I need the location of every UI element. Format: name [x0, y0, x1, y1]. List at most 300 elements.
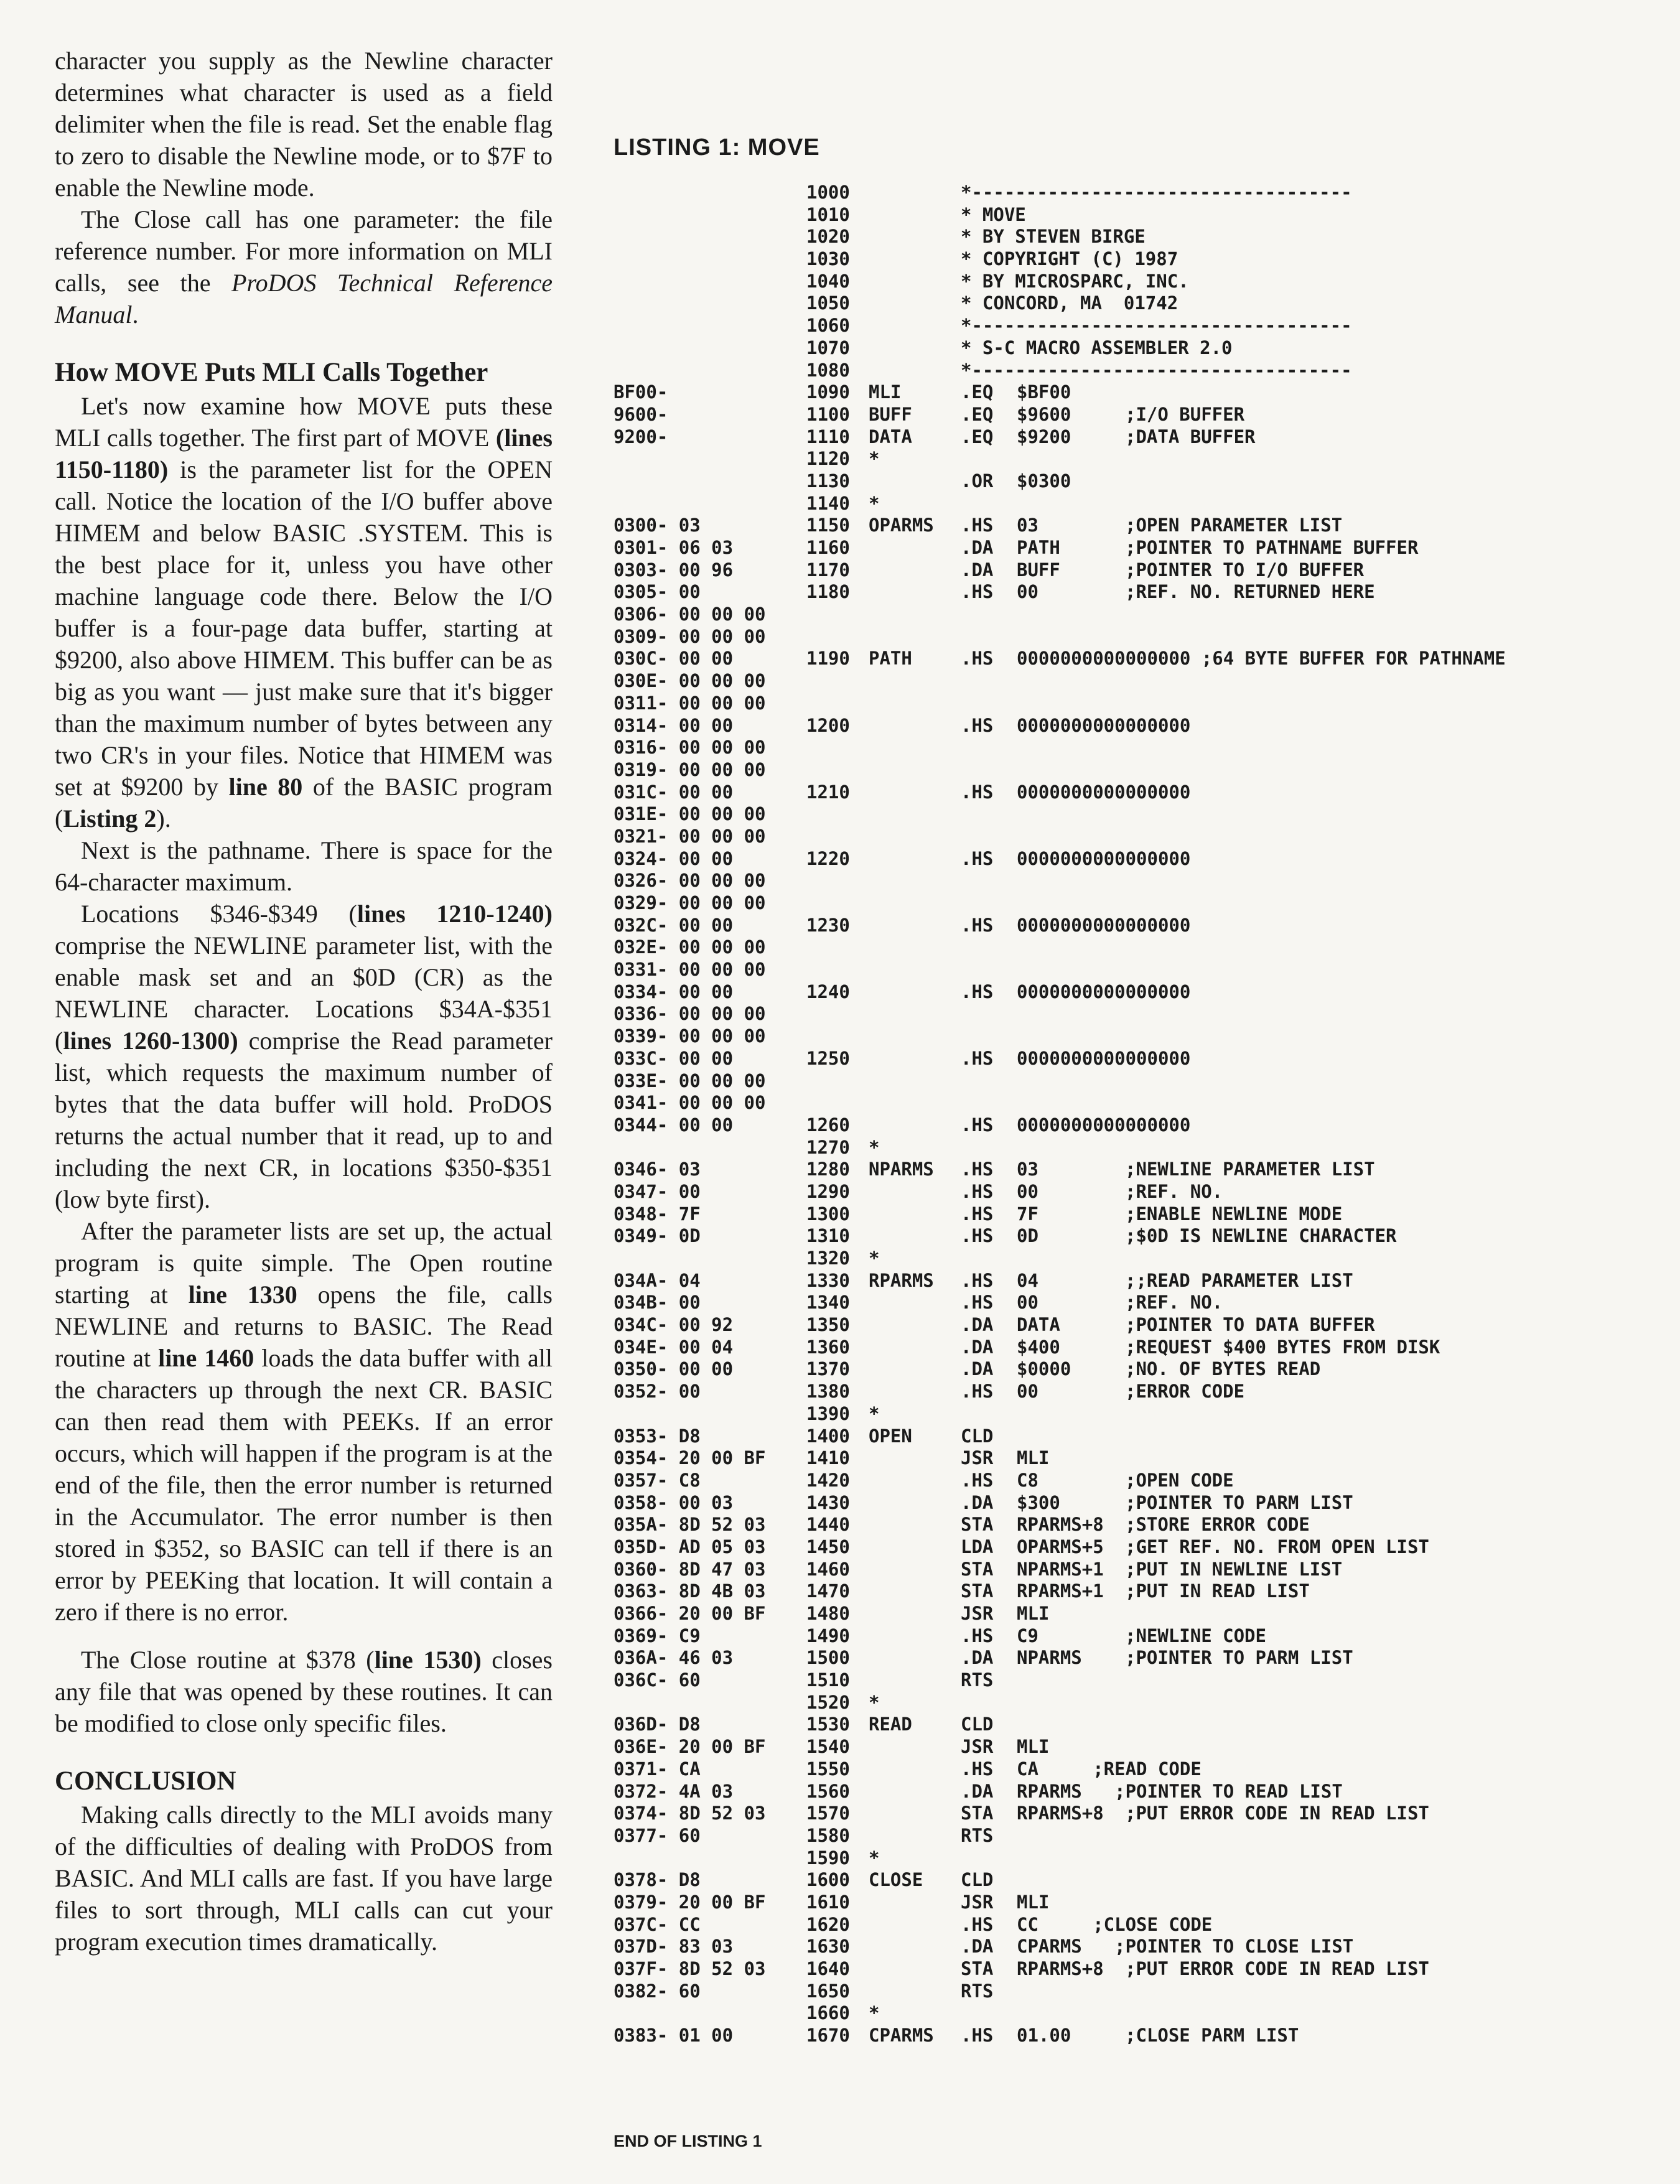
listing-comment: ;POINTER TO DATA BUFFER: [1125, 1314, 1375, 1336]
listing-opcode: .HS: [961, 581, 994, 603]
listing-row: [614, 1847, 1634, 1870]
listing-opcode: JSR: [961, 1447, 994, 1469]
listing-address: 033C- 00 00: [614, 1047, 734, 1069]
listing-line-number: 1410: [806, 1447, 850, 1469]
after-text-a: After the parameter lists are set up, the actual program is quite simple. The Open routine starting at: [55, 1217, 553, 1309]
listing-address: 0353- D8: [614, 1425, 701, 1447]
listing-operand: RPARMS+1: [1017, 1580, 1104, 1602]
listing-opcode: STA: [961, 1558, 994, 1580]
listing-line-number: 1540: [806, 1736, 850, 1758]
closer-text-a: The Close routine at $378 (: [81, 1646, 375, 1674]
listing-address: 032C- 00 00: [614, 914, 734, 936]
listing-address: 034E- 00 04: [614, 1336, 734, 1358]
listing-address: 0374- 8D 52 03: [614, 1803, 766, 1824]
listing-line-number: 1520: [806, 1691, 850, 1713]
listing-opcode: .DA: [961, 1336, 994, 1358]
listing-opcode: .HS: [961, 1180, 994, 1202]
after-bold-1460: line 1460: [158, 1344, 254, 1372]
listing-line-number: 1470: [806, 1580, 850, 1602]
close-call-text: The Close call has one parameter: the file reference number. For more information on MLI calls, see the: [55, 205, 553, 297]
listing-comment: ;DATA BUFFER: [1125, 426, 1256, 447]
listing-address: 037C- CC: [614, 1913, 701, 1935]
listing-line-number: 1040: [806, 270, 850, 292]
listing-row: [614, 1958, 1634, 1981]
listing-operand: CA ;READ CODE: [1017, 1758, 1202, 1780]
listing-address: 0326- 00 00 00: [614, 870, 766, 892]
listing-address: BF00-: [614, 381, 668, 403]
listing-address: 0357- C8: [614, 1469, 701, 1491]
listing-address: 0344- 00 00: [614, 1114, 734, 1136]
listing-row: [614, 1426, 1634, 1448]
listing-row: [614, 1048, 1634, 1070]
listing-address: 0319- 00 00 00: [614, 758, 766, 780]
listing-line-number: 1590: [806, 1847, 850, 1869]
listing-row: [614, 1403, 1634, 1426]
listing-label: OPEN: [869, 1425, 912, 1447]
listing-comment: ;ERROR CODE: [1125, 1381, 1245, 1402]
listing-row: [614, 1625, 1634, 1648]
listing-operand: 0000000000000000 ;64 BYTE BUFFER FOR PATHNAME: [1017, 648, 1506, 670]
listing-address: 0301- 06 03: [614, 537, 734, 558]
listing-line-number: 1620: [806, 1913, 850, 1935]
listing-comment: ;I/O BUFFER: [1125, 403, 1245, 425]
listing-operand: 04: [1017, 1269, 1038, 1291]
listing-row: [614, 1025, 1634, 1048]
listing-comment: ;POINTER TO PARM LIST: [1125, 1491, 1353, 1513]
listing-line-number: 1600: [806, 1869, 850, 1891]
listing-comment: ;PUT IN READ LIST: [1125, 1580, 1310, 1602]
listing-line-number: 1560: [806, 1780, 850, 1802]
listing-line-number: 1510: [806, 1669, 850, 1691]
listing-row: [614, 870, 1634, 892]
listing-opcode: .HS: [961, 781, 994, 803]
listing-opcode: * BY MICROSPARC, INC.: [961, 270, 1189, 292]
listing-label: OPARMS: [869, 515, 934, 536]
listing-row: [614, 1669, 1634, 1692]
listing-opcode: .HS: [961, 1625, 994, 1646]
listing-comment: ;REQUEST $400 BYTES FROM DISK: [1125, 1336, 1440, 1358]
listing-opcode: .HS: [961, 1381, 994, 1402]
listing-row: [614, 182, 1634, 204]
listing-row: [614, 448, 1634, 470]
listing-operand: C9: [1017, 1625, 1038, 1646]
listing-line-number: 1380: [806, 1381, 850, 1402]
listing-address: 0334- 00 00: [614, 981, 734, 1002]
listing-row: [614, 1714, 1634, 1736]
listing-operand: RPARMS+8: [1017, 1958, 1104, 1979]
listing-operand: $0300: [1017, 470, 1071, 492]
listing-opcode: JSR: [961, 1603, 994, 1624]
listing-address: 0341- 00 00 00: [614, 1092, 766, 1114]
listing-address: 0346- 03: [614, 1159, 701, 1180]
listing-row: [614, 1203, 1634, 1226]
listing-opcode: STA: [961, 1803, 994, 1824]
paragraph-newline-intro: character you supply as the Newline character determines what character is used as a field delimiter when the file is read. Set the enable flag to zero to disable the Newline mode, or to $7F to enable the Newline mode.: [55, 47, 553, 202]
listing-operand: C8: [1017, 1469, 1038, 1491]
listing-row: [614, 715, 1634, 737]
listing-address: 0371- CA: [614, 1758, 701, 1780]
listing-row: [614, 2025, 1634, 2047]
listing-label: *: [869, 1691, 880, 1713]
listing-line-number: 1420: [806, 1469, 850, 1491]
listing-comment: ;PUT IN NEWLINE LIST: [1125, 1558, 1343, 1580]
listing-row: [614, 1292, 1634, 1314]
listing-title: LISTING 1: MOVE: [614, 134, 820, 161]
listing-line-number: 1340: [806, 1292, 850, 1314]
listing-address: 0350- 00 00: [614, 1358, 734, 1380]
listing-row: [614, 1981, 1634, 2003]
listing-row: [614, 292, 1634, 315]
listing-operand: 01.00: [1017, 2025, 1071, 2046]
listing-opcode: .HS: [961, 981, 994, 1002]
listing-line-number: 1610: [806, 1891, 850, 1913]
listing-row: [614, 1914, 1634, 1936]
listing-opcode: .HS: [961, 1469, 994, 1491]
paragraph-close-routine: [55, 1644, 553, 1739]
listing-address: 0316- 00 00 00: [614, 737, 766, 758]
listing-opcode: STA: [961, 1958, 994, 1979]
loc-text-b: comprise the NEWLINE parameter list, with the enable mask set and an $0D (CR) as the NEWLINE character. Locations $34A-$351 (: [55, 931, 553, 1055]
listing-comment: ;NEWLINE PARAMETER LIST: [1125, 1159, 1375, 1180]
listing-address: 036D- D8: [614, 1714, 701, 1735]
listing-row: [614, 1270, 1634, 1292]
listing-row: [614, 426, 1634, 449]
listing-opcode: *-----------------------------------: [961, 182, 1352, 203]
listing-line-number: 1460: [806, 1558, 850, 1580]
listing-address: 034A- 04: [614, 1269, 701, 1291]
listing-operand: 0000000000000000: [1017, 847, 1191, 869]
listing-line-number: 1110: [806, 426, 850, 447]
listing-line-number: 1180: [806, 581, 850, 603]
listing-opcode: *-----------------------------------: [961, 315, 1352, 337]
listing-address: 0309- 00 00 00: [614, 625, 766, 647]
listing-row: [614, 1781, 1634, 1803]
listing-line-number: 1440: [806, 1514, 850, 1536]
listing-address: 9200-: [614, 426, 668, 447]
listing-label: *: [869, 2002, 880, 2024]
listing-operand: $400: [1017, 1336, 1060, 1358]
listing-row: [614, 559, 1634, 582]
loc-bold-lines-2: lines 1260-1300): [63, 1027, 238, 1055]
listing-row: [614, 915, 1634, 937]
loc-text-a: Locations $346-$349 (: [81, 900, 357, 928]
listing-line-number: 1500: [806, 1647, 850, 1669]
listing-address: 0378- D8: [614, 1869, 701, 1891]
listing-operand: 0000000000000000: [1017, 781, 1191, 803]
listing-label: *: [869, 1136, 880, 1158]
listing-line-number: 1010: [806, 203, 850, 225]
listing-opcode: .HS: [961, 1203, 994, 1225]
listing-address: 036A- 46 03: [614, 1647, 734, 1669]
listing-row: [614, 803, 1634, 826]
listing-row: [614, 1092, 1634, 1114]
listing-opcode: .DA: [961, 537, 994, 558]
listing-row: [614, 848, 1634, 870]
listing-operand: NPARMS: [1017, 1647, 1082, 1669]
listing-operand: 03: [1017, 1159, 1038, 1180]
listing-comment: ;$0D IS NEWLINE CHARACTER: [1125, 1225, 1397, 1247]
listing-opcode: .HS: [961, 648, 994, 670]
listing-operand: $9600: [1017, 403, 1071, 425]
listing-operand: 0000000000000000: [1017, 1047, 1191, 1069]
listing-address: 037D- 83 03: [614, 1936, 734, 1958]
listing-label: CLOSE: [869, 1869, 923, 1891]
listing-line-number: 1450: [806, 1536, 850, 1557]
listing-address: 0303- 00 96: [614, 559, 734, 581]
listing-row: [614, 248, 1634, 271]
listing-row: [614, 404, 1634, 426]
listing-line-number: 1390: [806, 1402, 850, 1424]
listing-row: [614, 1003, 1634, 1025]
move-bold-line80: line 80: [228, 773, 303, 801]
listing-line-number: 1280: [806, 1159, 850, 1180]
listing-row: [614, 337, 1634, 360]
listing-operand: 0000000000000000: [1017, 981, 1191, 1002]
listing-line-number: 1190: [806, 648, 850, 670]
listing-line-number: 1070: [806, 337, 850, 358]
close-call-end: .: [132, 301, 139, 329]
listing-address: 0300- 03: [614, 515, 701, 536]
listing-line-number: 1480: [806, 1603, 850, 1624]
listing-opcode: .HS: [961, 1159, 994, 1180]
listing-comment: ;STORE ERROR CODE: [1125, 1514, 1310, 1536]
listing-line-number: 1100: [806, 403, 850, 425]
listing-opcode: * BY STEVEN BIRGE: [961, 226, 1146, 248]
listing-opcode: CLD: [961, 1869, 994, 1891]
move-text-d: ).: [156, 805, 171, 833]
listing-line-number: 1200: [806, 714, 850, 736]
listing-row: [614, 493, 1634, 515]
listing-address: 9600-: [614, 403, 668, 425]
listing-label: RPARMS: [869, 1269, 934, 1291]
listing-line-number: 1400: [806, 1425, 850, 1447]
listing-row: [614, 315, 1634, 337]
listing-address: 0377- 60: [614, 1824, 701, 1846]
listing-line-number: 1640: [806, 1958, 850, 1979]
paragraph-pathname: Next is the pathname. There is space for the 64-character maximum.: [55, 836, 553, 896]
listing-row: [614, 1137, 1634, 1159]
listing-opcode: .EQ: [961, 426, 994, 447]
listing-row: [614, 1892, 1634, 1914]
listing-opcode: .DA: [961, 1314, 994, 1336]
listing-row: [614, 537, 1634, 559]
listing-line-number: 1170: [806, 559, 850, 581]
listing-comment: ;POINTER TO PATHNAME BUFFER: [1125, 537, 1419, 558]
listing-row: [614, 271, 1634, 293]
listing-opcode: .HS: [961, 914, 994, 936]
listing-address: 0321- 00 00 00: [614, 825, 766, 847]
listing-row: [614, 1869, 1634, 1892]
listing-row: [614, 1159, 1634, 1181]
listing-row: [614, 360, 1634, 382]
listing-address: 0366- 20 00 BF: [614, 1603, 766, 1624]
listing-row: [614, 1514, 1634, 1536]
listing-row: [614, 1248, 1634, 1270]
listing-opcode: JSR: [961, 1736, 994, 1758]
listing-address: 0360- 8D 47 03: [614, 1558, 766, 1580]
listing-operand: CPARMS ;POINTER TO CLOSE LIST: [1017, 1936, 1354, 1958]
listing-row: [614, 226, 1634, 248]
listing-comment: ;PUT ERROR CODE IN READ LIST: [1125, 1803, 1429, 1824]
listing-row: [614, 1936, 1634, 1958]
listing-operand: $BF00: [1017, 381, 1071, 403]
paragraph-conclusion: Making calls directly to the MLI avoids many of the difficulties of dealing with ProDOS from BASIC. And MLI calls are fast. If you have large files to sort through, MLI calls can cut your program execution times dramatically.: [55, 1801, 553, 1956]
paragraph-routines: [55, 1215, 553, 1628]
listing-opcode: .HS: [961, 1047, 994, 1069]
listing-row: [614, 581, 1634, 604]
listing-opcode: .HS: [961, 2025, 994, 2046]
listing-opcode: CLD: [961, 1425, 994, 1447]
listing-row: [614, 626, 1634, 648]
listing-opcode: .HS: [961, 1292, 994, 1314]
listing-line-number: 1570: [806, 1803, 850, 1824]
listing-comment: ;REF. NO.: [1125, 1292, 1223, 1314]
listing-operand: CC ;CLOSE CODE: [1017, 1913, 1213, 1935]
listing-row: [614, 1181, 1634, 1203]
listing-address: 0352- 00: [614, 1381, 701, 1402]
listing-address: 0348- 7F: [614, 1203, 701, 1225]
listing-line-number: 1050: [806, 292, 850, 314]
listing-comment: ;ENABLE NEWLINE MODE: [1125, 1203, 1343, 1225]
listing-opcode: .EQ: [961, 381, 994, 403]
listing-opcode: *-----------------------------------: [961, 359, 1352, 381]
listing-operand: BUFF: [1017, 559, 1060, 581]
listing-row: [614, 782, 1634, 804]
listing-address: 032E- 00 00 00: [614, 936, 766, 958]
listing-row: [614, 381, 1634, 404]
listing-line-number: 1430: [806, 1491, 850, 1513]
listing-opcode: .DA: [961, 1780, 994, 1802]
listing-row: [614, 959, 1634, 981]
listing-label: READ: [869, 1714, 912, 1735]
listing-address: 035A- 8D 52 03: [614, 1514, 766, 1536]
listing-address: 0306- 00 00 00: [614, 604, 766, 625]
listing-row: [614, 470, 1634, 493]
listing-row: [614, 670, 1634, 693]
listing-operand: MLI: [1017, 1736, 1050, 1758]
listing-comment: ;OPEN CODE: [1125, 1469, 1234, 1491]
listing-line-number: 1160: [806, 537, 850, 558]
listing-line-number: 1330: [806, 1269, 850, 1291]
listing-row: [614, 981, 1634, 1004]
listing-row: [614, 826, 1634, 848]
listing-operand: 03: [1017, 515, 1038, 536]
listing-opcode: * COPYRIGHT (C) 1987: [961, 248, 1178, 270]
listing-opcode: * S-C MACRO ASSEMBLER 2.0: [961, 337, 1233, 358]
listing-line-number: 1220: [806, 847, 850, 869]
listing-operand: MLI: [1017, 1891, 1050, 1913]
listing-row: [614, 1825, 1634, 1847]
listing-line-number: 1140: [806, 492, 850, 514]
listing-address: 0369- C9: [614, 1625, 701, 1646]
listing-operand: DATA: [1017, 1314, 1060, 1336]
listing-row: [614, 892, 1634, 915]
listing-line-number: 1250: [806, 1047, 850, 1069]
listing-line-number: 1120: [806, 448, 850, 470]
after-text-c: loads the data buffer with all the characters up through the next CR. BASIC can then read them with PEEKs. If an error occurs, which will happen if the program is at the end of the file, then the error number is returned in the Accumulator. The error number is then stored in $352, so BASIC can tell if there is an error by PEEKing that location. It will contain a zero if there is no error.: [55, 1344, 553, 1626]
listing-opcode: .OR: [961, 470, 994, 492]
listing-address: 037F- 8D 52 03: [614, 1958, 766, 1979]
listing-operand: 0000000000000000: [1017, 914, 1191, 936]
listing-line-number: 1360: [806, 1336, 850, 1358]
listing-row: [614, 515, 1634, 537]
listing-operand: 0000000000000000: [1017, 714, 1191, 736]
listing-operand: 0000000000000000: [1017, 1114, 1191, 1136]
listing-line-number: 1020: [806, 226, 850, 248]
listing-operand: 0D: [1017, 1225, 1038, 1247]
listing-comment: ;PUT ERROR CODE IN READ LIST: [1125, 1958, 1429, 1979]
listing-row: [614, 1314, 1634, 1337]
listing-opcode: JSR: [961, 1891, 994, 1913]
listing-row: [614, 1447, 1634, 1470]
listing-opcode: .DA: [961, 1491, 994, 1513]
end-of-listing: END OF LISTING 1: [614, 2132, 762, 2150]
listing-label: *: [869, 492, 880, 514]
listing-comment: ;GET REF. NO. FROM OPEN LIST: [1125, 1536, 1429, 1557]
listing-opcode: * MOVE: [961, 203, 1026, 225]
listing-comment: ;REF. NO. RETURNED HERE: [1125, 581, 1375, 603]
listing-line-number: 1030: [806, 248, 850, 270]
listing-address: 035D- AD 05 03: [614, 1536, 766, 1557]
listing-line-number: 1670: [806, 2025, 850, 2046]
move-text-b: is the parameter list for the OPEN call. Notice the location of the I/O buffer above HIMEM and below BASIC .SYSTEM. This is the best place for it, unless you have other machine language code there. Below the I/O buffer is a four-page data buffer, starting at $9200, also above HIMEM. This buffer can be as big as you want — just make sure that it's bigger than the maximum number of bytes between any two CR's in your files. Notice that HIMEM was set at $9200 by: [55, 455, 553, 801]
listing-opcode: RTS: [961, 1669, 994, 1691]
listing-label: *: [869, 1847, 880, 1869]
listing-label: PATH: [869, 648, 912, 670]
listing-address: 0305- 00: [614, 581, 701, 603]
listing-operand: 00: [1017, 1381, 1038, 1402]
listing-address: 0372- 4A 03: [614, 1780, 734, 1802]
listing-address: 031E- 00 00 00: [614, 803, 766, 825]
listing-line-number: 1080: [806, 359, 850, 381]
listing-opcode: STA: [961, 1580, 994, 1602]
listing-opcode: LDA: [961, 1536, 994, 1557]
listing-comment: ;REF. NO.: [1125, 1180, 1223, 1202]
listing-line-number: 1370: [806, 1358, 850, 1380]
listing-row: [614, 693, 1634, 715]
listing-opcode: RTS: [961, 1824, 994, 1846]
listing-operand: RPARMS ;POINTER TO READ LIST: [1017, 1780, 1343, 1802]
listing-label: *: [869, 448, 880, 470]
loc-bold-lines-1: lines 1210-1240): [357, 900, 553, 928]
listing-opcode: .EQ: [961, 403, 994, 425]
listing-row: [614, 1692, 1634, 1714]
listing-opcode: .HS: [961, 1758, 994, 1780]
listing-row: [614, 1647, 1634, 1669]
listing-row: [614, 1492, 1634, 1514]
move-bold-lines: (lines 1150-1180): [55, 424, 553, 483]
paragraph-close-call: [55, 203, 553, 330]
listing-line-number: 1240: [806, 981, 850, 1002]
listing-row: [614, 1580, 1634, 1603]
listing-address: 031C- 00 00: [614, 781, 734, 803]
listing-address: 034C- 00 92: [614, 1314, 734, 1336]
listing-opcode: * CONCORD, MA 01742: [961, 292, 1178, 314]
listing-operand: 7F: [1017, 1203, 1038, 1225]
listing-row: [614, 1803, 1634, 1825]
listing-code-block: [614, 182, 1634, 2047]
listing-label: DATA: [869, 426, 912, 447]
listing-line-number: 1090: [806, 381, 850, 403]
listing-row: [614, 1358, 1634, 1381]
listing-row: [614, 936, 1634, 959]
listing-line-number: 1210: [806, 781, 850, 803]
prodos-manual-reference: ProDOS Technical Reference Manual: [55, 269, 553, 329]
listing-row: [614, 1559, 1634, 1581]
listing-opcode: RTS: [961, 1980, 994, 2002]
paragraph-move-overview: [55, 390, 553, 834]
listing-opcode: CLD: [961, 1714, 994, 1735]
